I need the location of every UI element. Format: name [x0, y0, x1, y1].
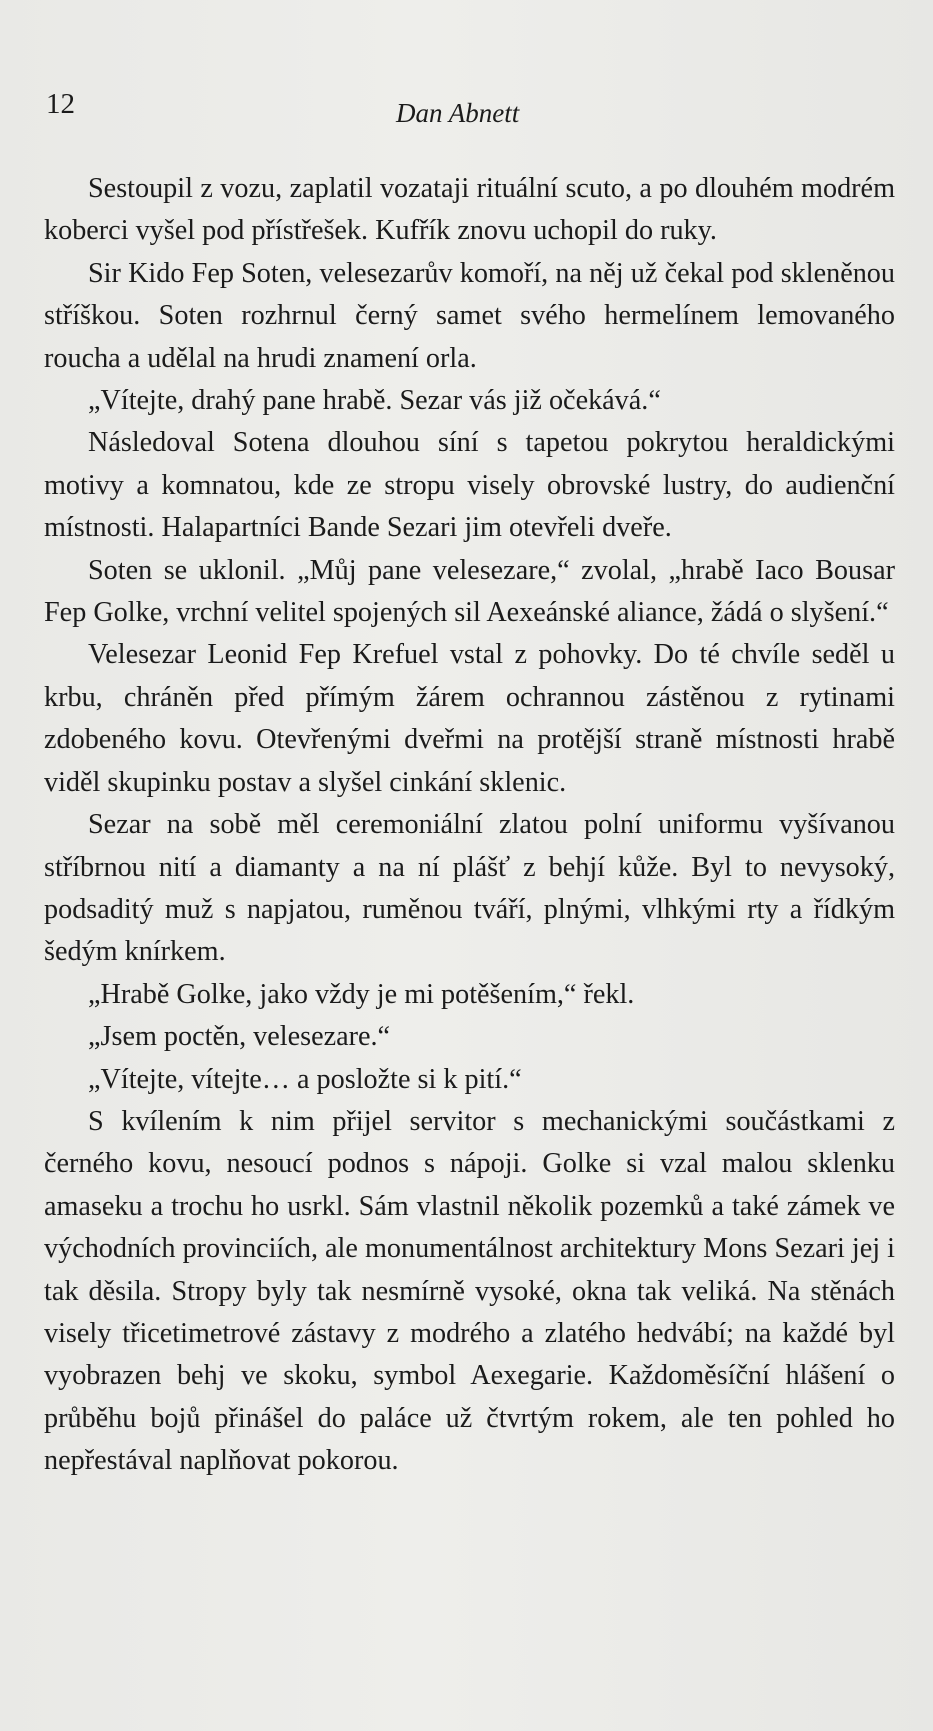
paragraph: Velesezar Leonid Fep Krefuel vstal z pohovky. Do té chvíle seděl u krbu, chráněn před přímým žárem ochrannou zástěnou z rytinami zdobeného kovu. Otevřenými dveřmi na protější straně místnosti hrabě viděl skupinku postav a slyšel cinkání sklenic. — [44, 639, 895, 798]
paragraph: Následoval Sotena dlouhou síní s tapetou pokrytou heraldickými motivy a komnatou, kde ze stropu visely obrovské lustry, do audienční místnosti. Halapartníci Bande Sezari jim otevřeli dveře. — [44, 427, 895, 544]
body-text — [44, 168, 895, 1483]
page-number: 12 — [46, 88, 75, 120]
paragraph: „Vítejte, drahý pane hrabě. Sezar vás již očekává.“ — [88, 385, 661, 417]
paragraph: Soten se uklonil. „Můj pane velesezare,“ zvolal, „hrabě Iaco Bousar Fep Golke, vrchní velitel spojených sil Aexeánské aliance, žádá o slyšení.“ — [44, 554, 895, 629]
paragraph: S kvílením k nim přijel servitor s mechanickými součástkami z černého kovu, nesoucí podnos s nápoji. Golke si vzal malou sklenku amaseku a trochu ho usrkl. Sám vlastnil několik pozemků a také zámek ve východních provinciích, ale monumentálnost architektury Mons Sezari jej i tak děsila. Stropy byly tak nesmírně vysoké, okna tak veliká. Na stěnách visely třicetimetrové zástavy z modrého a zlatého hedvábí; na každé byl vyobrazen behj ve skoku, symbol Aexegarie. Každoměsíční hlášení o průběhu bojů přinášel do paláce už čtvrtým rokem, ale ten pohled ho nepřestával naplňovat pokorou. — [44, 1105, 895, 1477]
paragraph: „Hrabě Golke, jako vždy je mi potěšením,“ řekl. — [88, 978, 635, 1010]
paragraph: Sir Kido Fep Soten, velesezarův komoří, na něj už čekal pod skleněnou stříškou. Soten rozhrnul černý samet svého hermelínem lemovaného roucha a udělal na hrudi znamení orla. — [44, 257, 895, 374]
paragraph: „Vítejte, vítejte… a posložte si k pití.“ — [88, 1063, 522, 1095]
running-title: Dan Abnett — [396, 98, 520, 128]
page-header — [46, 88, 873, 128]
paragraph: Sestoupil z vozu, zaplatil vozataji rituální scuto, a po dlouhém modrém koberci vyšel pod přístřešek. Kufřík znovu uchopil do ruky. — [44, 173, 895, 247]
paragraph: Sezar na sobě měl ceremoniální zlatou polní uniformu vyšívanou stříbrnou nití a diamanty a na ní plášť z behjí kůže. Byl to nevysoký, podsaditý muž s napjatou, ruměnou tváří, plnými, vlhkými rty a řídkým šedým knírkem. — [44, 809, 895, 968]
paragraph: „Jsem poctěn, velesezare.“ — [88, 1021, 391, 1053]
